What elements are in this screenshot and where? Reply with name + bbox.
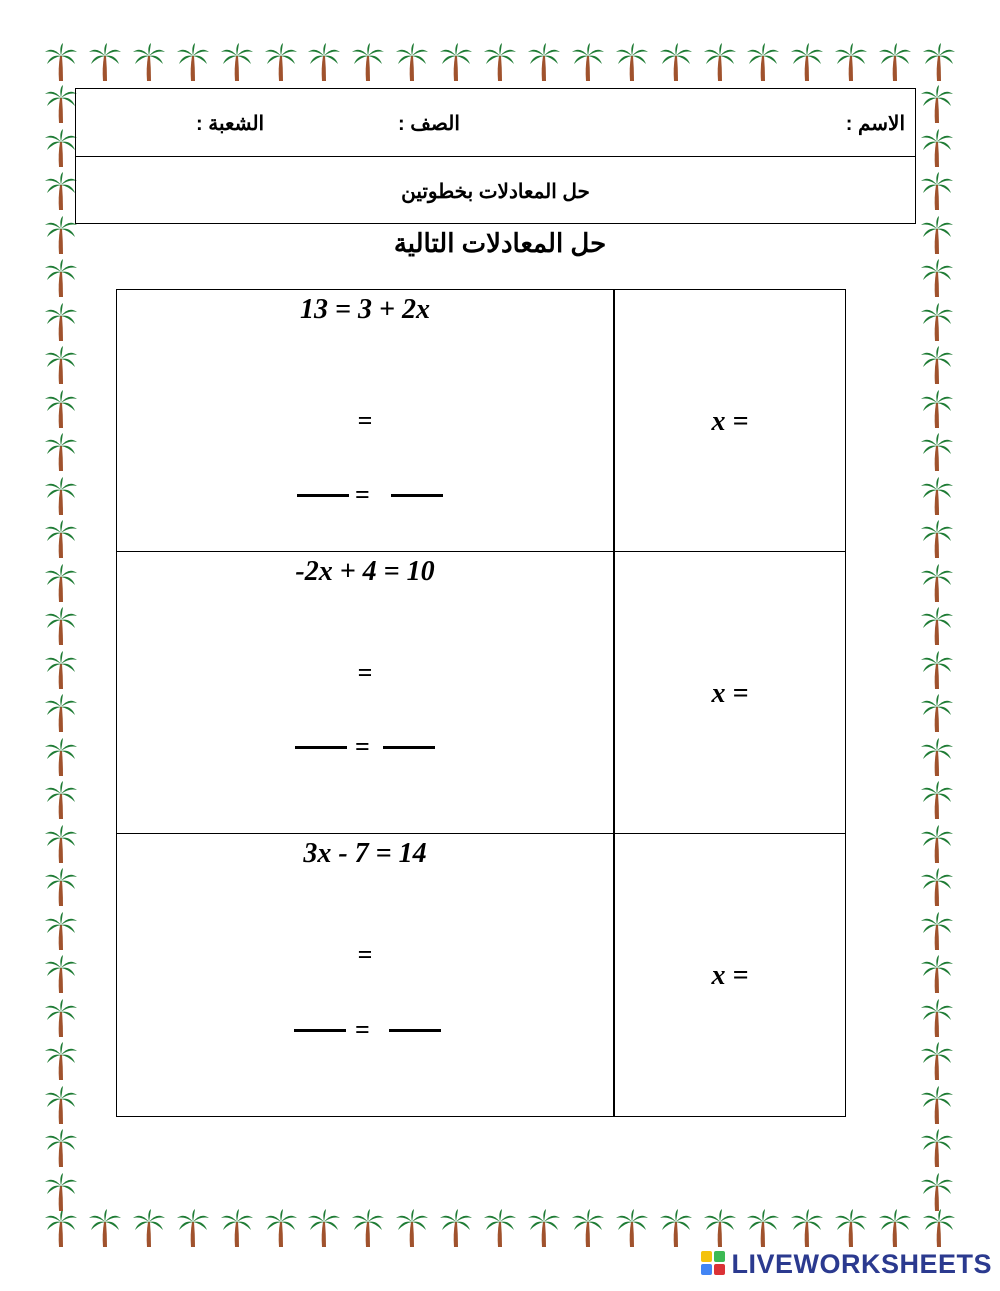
palm-tree-icon <box>919 389 955 429</box>
palm-tree-icon <box>219 1208 255 1248</box>
palm-tree-icon <box>43 1172 79 1212</box>
numerator-blank-right-2[interactable] <box>383 746 435 749</box>
liveworksheets-logo <box>701 1249 992 1279</box>
palm-tree-icon <box>394 42 430 82</box>
palm-tree-icon <box>919 128 955 168</box>
palm-tree-icon <box>43 1128 79 1168</box>
equation-3: 3x - 7 = 14 <box>303 838 427 869</box>
palm-tree-icon <box>745 1208 781 1248</box>
answer-label-3: x = <box>711 960 749 991</box>
palm-tree-icon <box>877 42 913 82</box>
equation-1: 13 = 3 + 2x <box>300 294 430 325</box>
palm-tree-icon <box>87 42 123 82</box>
palm-tree-icon <box>43 650 79 690</box>
palm-tree-icon <box>131 1208 167 1248</box>
palm-tree-icon <box>43 84 79 124</box>
palm-tree-icon <box>43 302 79 342</box>
step-equals-1: = <box>357 406 373 435</box>
palm-tree-icon <box>919 1085 955 1125</box>
palm-tree-icon <box>438 42 474 82</box>
palm-tree-icon <box>921 42 957 82</box>
palm-tree-icon <box>658 1208 694 1248</box>
palm-tree-icon <box>43 345 79 385</box>
section-label: الشعبة : <box>196 113 265 135</box>
palm-tree-icon <box>526 42 562 82</box>
step-equals-3: = <box>357 940 373 969</box>
palm-tree-icon <box>43 171 79 211</box>
palm-tree-icon <box>919 345 955 385</box>
numerator-blank-right-1[interactable] <box>391 494 443 497</box>
equations-table <box>116 289 846 1117</box>
worksheet-subtitle: حل المعادلات بخطوتين <box>401 181 590 203</box>
palm-tree-icon <box>919 650 955 690</box>
palm-tree-icon <box>43 954 79 994</box>
palm-tree-icon <box>919 171 955 211</box>
palm-tree-icon <box>919 432 955 472</box>
palm-tree-icon <box>919 519 955 559</box>
palm-tree-icon <box>438 1208 474 1248</box>
palm-tree-icon <box>350 42 386 82</box>
numerator-blank-left-2[interactable] <box>295 746 347 749</box>
palm-tree-icon <box>614 1208 650 1248</box>
palm-tree-icon <box>43 693 79 733</box>
palm-tree-icon <box>482 42 518 82</box>
palm-tree-icon <box>833 1208 869 1248</box>
palm-tree-icon <box>482 1208 518 1248</box>
palm-tree-icon <box>306 1208 342 1248</box>
palm-tree-icon <box>919 737 955 777</box>
palm-tree-icon <box>263 42 299 82</box>
palm-tree-icon <box>570 1208 606 1248</box>
palm-tree-icon <box>43 911 79 951</box>
palm-tree-icon <box>43 737 79 777</box>
palm-tree-icon <box>919 911 955 951</box>
instruction-heading: حل المعادلات التالية <box>393 228 607 258</box>
palm-tree-icon <box>919 998 955 1038</box>
palm-tree-icon <box>43 867 79 907</box>
palm-tree-icon <box>919 563 955 603</box>
fraction-equals-3: = <box>355 1015 370 1044</box>
equation-2: -2x + 4 = 10 <box>295 556 435 587</box>
step-equals-2: = <box>357 658 373 687</box>
palm-tree-icon <box>43 128 79 168</box>
palm-tree-icon <box>43 606 79 646</box>
palm-tree-icon <box>43 998 79 1038</box>
class-label: الصف : <box>398 113 460 135</box>
palm-tree-icon <box>394 1208 430 1248</box>
palm-tree-icon <box>43 1041 79 1081</box>
palm-tree-icon <box>175 1208 211 1248</box>
palm-tree-icon <box>919 867 955 907</box>
palm-tree-icon <box>658 42 694 82</box>
fraction-equals-1: = <box>355 480 370 509</box>
palm-tree-icon <box>43 258 79 298</box>
problem-row-3 <box>117 834 845 1116</box>
name-label: الاسم : <box>845 113 905 135</box>
palm-tree-icon <box>919 954 955 994</box>
palm-tree-icon <box>919 1172 955 1212</box>
palm-tree-icon <box>919 1128 955 1168</box>
palm-tree-icon <box>745 42 781 82</box>
logo-blocks-icon <box>701 1251 727 1277</box>
palm-tree-icon <box>919 84 955 124</box>
palm-tree-icon <box>43 1085 79 1125</box>
palm-tree-icon <box>43 42 79 82</box>
answer-label-2: x = <box>711 678 749 709</box>
palm-tree-icon <box>570 42 606 82</box>
palm-tree-icon <box>43 1208 79 1248</box>
palm-tree-icon <box>219 42 255 82</box>
problem-row-2 <box>117 552 845 834</box>
palm-tree-icon <box>43 824 79 864</box>
palm-tree-icon <box>306 42 342 82</box>
palm-tree-icon <box>919 476 955 516</box>
numerator-blank-left-1[interactable] <box>297 494 349 497</box>
palm-tree-icon <box>789 1208 825 1248</box>
palm-tree-icon <box>43 432 79 472</box>
palm-tree-icon <box>919 302 955 342</box>
problem-row-1 <box>117 290 845 552</box>
palm-tree-icon <box>350 1208 386 1248</box>
palm-tree-icon <box>919 780 955 820</box>
fraction-equals-2: = <box>355 732 370 761</box>
logo-text: LIVEWORKSHEETS <box>731 1248 992 1279</box>
palm-tree-icon <box>919 824 955 864</box>
palm-tree-icon <box>87 1208 123 1248</box>
answer-label-1: x = <box>711 406 749 437</box>
palm-tree-icon <box>175 42 211 82</box>
palm-tree-icon <box>43 519 79 559</box>
palm-tree-icon <box>702 1208 738 1248</box>
palm-tree-icon <box>614 42 650 82</box>
palm-tree-icon <box>919 1041 955 1081</box>
palm-tree-icon <box>43 780 79 820</box>
numerator-blank-left-3[interactable] <box>294 1029 346 1032</box>
palm-tree-icon <box>131 42 167 82</box>
palm-tree-icon <box>833 42 869 82</box>
student-info-row <box>76 89 915 157</box>
palm-tree-icon <box>43 389 79 429</box>
palm-tree-icon <box>43 476 79 516</box>
palm-tree-icon <box>526 1208 562 1248</box>
palm-tree-icon <box>877 1208 913 1248</box>
palm-tree-icon <box>263 1208 299 1248</box>
student-info-header <box>75 88 916 224</box>
palm-tree-icon <box>43 563 79 603</box>
palm-tree-icon <box>919 258 955 298</box>
palm-tree-icon <box>702 42 738 82</box>
palm-tree-icon <box>919 606 955 646</box>
numerator-blank-right-3[interactable] <box>389 1029 441 1032</box>
palm-tree-icon <box>789 42 825 82</box>
palm-tree-icon <box>919 693 955 733</box>
palm-tree-icon <box>921 1208 957 1248</box>
